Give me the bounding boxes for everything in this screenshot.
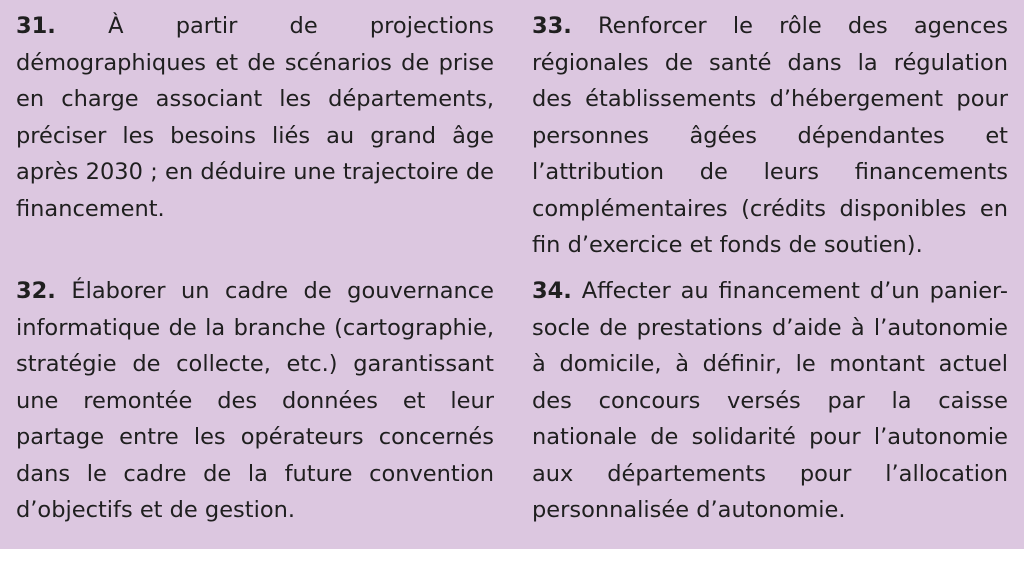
recommendation-text: Affecter au financement d’un panier-socle de prestations d’aide à l’autonomie à domicile, à définir, le montant actuel des concours versés par la caisse nationale de solidarité pour l’autonomie aux départements pour l’allocation personnalisée d’autonomie. [532, 278, 1008, 523]
recommendation-33 [532, 8, 1008, 264]
recommendation-31 [16, 8, 494, 227]
recommendation-number: 31. [16, 13, 56, 39]
recommendation-text: Élaborer un cadre de gouvernance informatique de la branche (cartographie, stratégie de collecte, etc.) garantissant une remontée des données et leur partage entre les opérateurs concernés dans le cadre de la future convention d’objectifs et de gestion. [16, 278, 494, 523]
recommendation-text: Renforcer le rôle des agences régionales de santé dans la régulation des établissements d’hébergement pour personnes âgées dépendantes et l’attribution de leurs financements complémentaires (crédits disponibles en fin d’exercice et fonds de soutien). [532, 13, 1008, 258]
recommendation-number: 33. [532, 13, 572, 39]
recommendation-number: 32. [16, 278, 56, 304]
page-bottom-margin [0, 549, 1024, 563]
recommendation-34 [532, 273, 1008, 529]
recommendation-text: À partir de projections démographiques et de scénarios de prise en charge associant les départements, préciser les besoins liés au grand âge après 2030 ; en déduire une trajectoire de financement. [16, 13, 494, 222]
recommendation-number: 34. [532, 278, 572, 304]
recommendation-32 [16, 273, 494, 529]
